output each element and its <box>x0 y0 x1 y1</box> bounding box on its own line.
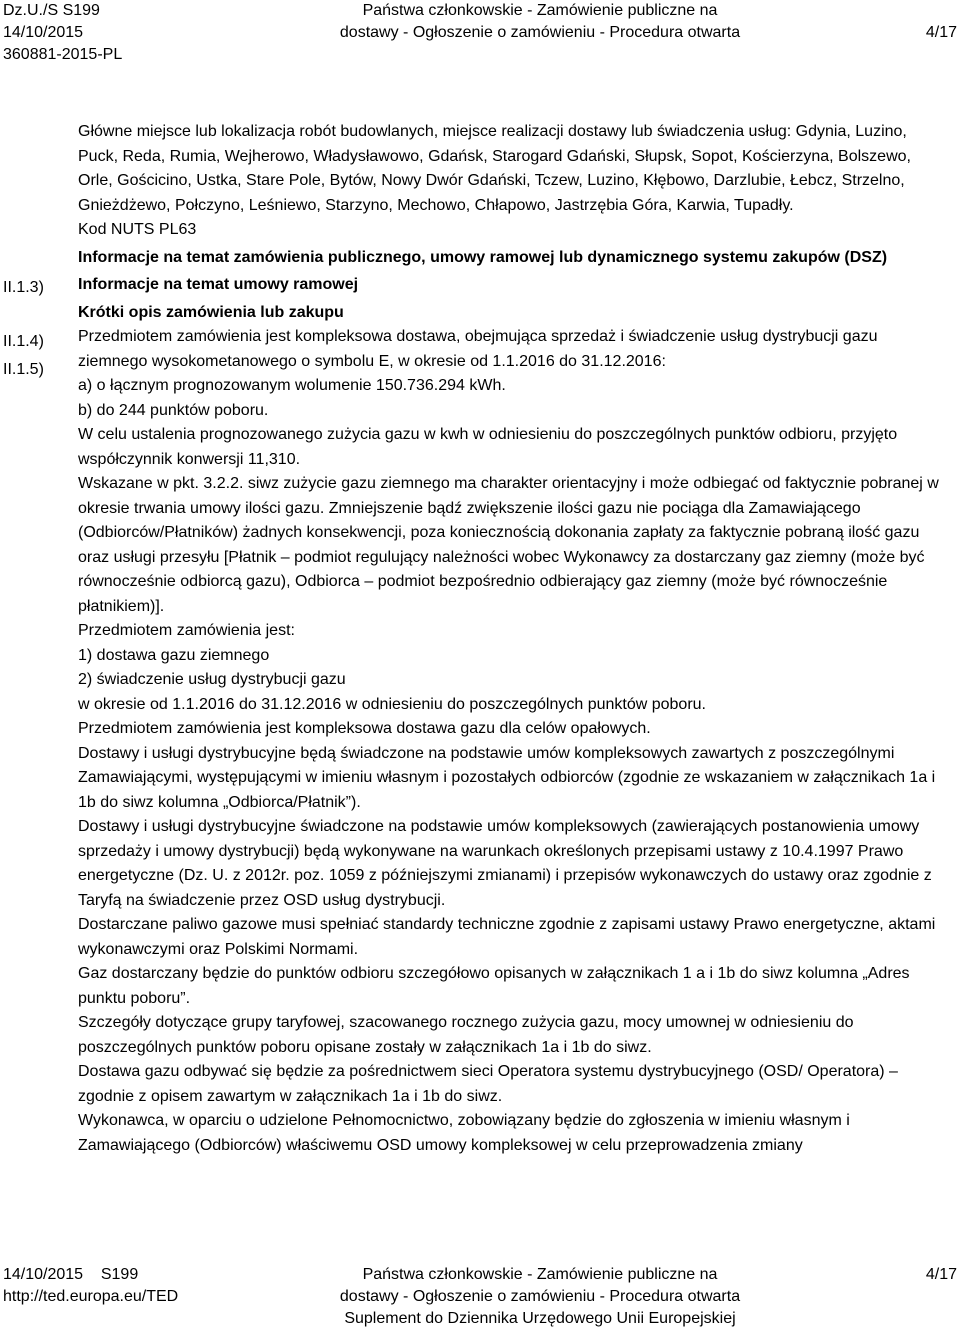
heading-contract-info: Informacje na temat zamówienia publicznego, umowy ramowej lub dynamicznego systemu zakupów (DSZ) <box>78 248 888 266</box>
description-paragraph: Przedmiotem zamówienia jest kompleksowa dostawa, obejmująca sprzedaż i świadczenie usług dystrybucji gazu ziemnego wysokometanowego o symbolu E, w okresie od 1.1.2016 do 31.12.2016: <box>78 328 878 370</box>
section-number-113: II.1.3) <box>3 279 44 296</box>
description-paragraph: Szczegóły dotyczące grupy taryfowej, szacowanego rocznego zużycia gazu, mocy umownej w odniesieniu do poszczególnych punktów poboru opisane zostały w załącznikach 1a i 1b do siwz. <box>78 1014 854 1056</box>
heading-short-description: Krótki opis zamówienia lub zakupu <box>78 303 344 321</box>
description-paragraph: 2) świadczenie usług dystrybucji gazu <box>78 671 346 688</box>
description-paragraph: w okresie od 1.1.2016 do 31.12.2016 w odniesieniu do poszczególnych punktów poboru. <box>78 695 706 713</box>
section-number-114: II.1.4) <box>3 333 44 350</box>
footer-supplement: Suplement do Dziennika Urzędowego Unii Europejskiej <box>344 1310 736 1327</box>
footer-date-issue: 14/10/2015 S199 <box>3 1266 139 1283</box>
description-paragraph: Wskazane w pkt. 3.2.2. siwz zużycie gazu ziemnego ma charakter orientacyjny i może odbiegać od faktycznie pobranej w okresie trwania umowy ilości gazu. Zmniejszenie bądź zwiększenie ilości gazu nie pociąga dla Zamawiającego (Odbiorców/Płatników) żadnych konsekwencji, poza koniecznością dokonania zapłaty za faktycznie pobraną ilość gazu oraz usługi przesyłu [Płatnik – podmiot regulujący należności wobec Wykonawcy za dostarczany gaz ziemny (może być równocześnie odbiorcą gazu), Odbiorca – podmiot bezpośrednio odbierający gaz ziemny (może być równocześnie płatnikiem)]. <box>78 475 939 615</box>
section-number-115: II.1.5) <box>3 361 44 378</box>
header-title-line2: dostawy - Ogłoszenie o zamówieniu - Procedura otwarta <box>339 24 741 41</box>
description-paragraph: Przedmiotem zamówienia jest kompleksowa dostawa gazu dla celów opałowych. <box>78 720 651 737</box>
description-paragraph: b) do 244 punktów poboru. <box>78 401 269 419</box>
description-paragraph: Przedmiotem zamówienia jest: <box>78 622 295 639</box>
description-paragraph: Wykonawca, w oparciu o udzielone Pełnomocnictwo, zobowiązany będzie do zgłoszenia w imieniu własnym i Zamawiającego (Odbiorców) właściwemu OSD umowy kompleksowej w celu przeprowadzenia zmiany <box>78 1112 850 1154</box>
notice-number: 360881-2015-PL <box>3 46 123 63</box>
header-left <box>3 0 122 66</box>
notice-body <box>78 120 948 1158</box>
footer-left <box>3 1264 178 1308</box>
description-paragraph: 1) dostawa gazu ziemnego <box>78 646 270 664</box>
nuts-code: Kod NUTS PL63 <box>78 221 197 238</box>
description-paragraph: Dostarczane paliwo gazowe musi spełniać standardy techniczne zgodnie z zapisami ustawy Prawo energetyczne, aktami wykonawczymi oraz Polskimi Normami. <box>78 916 936 958</box>
description-paragraph: Dostawy i usługi dystrybucyjne świadczone na podstawie umów kompleksowych (zawierających postanowienia umowy sprzedaży i umowy dystrybucji) będą wykonywane na warunkach określonych przepisami ustawy z 10.4.1997 Prawo energetyczne (Dz. U. z 2012r. poz. 1059 z późniejszymi zmianami) i przepisów wykonawczych do ustawy oraz zgodnie z Taryfą na świadczenie przez OSD usług dystrybucji. <box>78 818 932 909</box>
header-date: 14/10/2015 <box>3 24 84 41</box>
header-page-number: 4/17 <box>925 24 957 41</box>
footer-center <box>252 1264 828 1330</box>
heading-framework-info: Informacje na temat umowy ramowej <box>78 276 359 293</box>
header-center <box>252 0 828 44</box>
footer-ted-link[interactable]: http://ted.europa.eu/TED <box>3 1288 179 1305</box>
place-of-performance: Główne miejsce lub lokalizacja robót budowlanych, miejsce realizacji dostawy lub świadczenia usług: Gdynia, Luzino, Puck, Reda, Rumia, Wejherowo, Władysławowo, Gdańsk, Starogard Gdański, Słupsk, Sopot, Kościerzyna, Bolszewo, Orle, Gościcino, Ustka, Stare Pole, Bytów, Nowy Dwór Gdański, Tczew, Luzino, Kłębowo, Darzlubie, Łebcz, Strzelno, Gnieżdżewo, Połczyno, Leśniewo, Starzyno, Mechowo, Chłapowo, Jastrzębia Góra, Karwia, Tupadły. <box>78 123 911 214</box>
description-paragraph: a) o łącznym prognozowanym wolumenie 150.736.294 kWh. <box>78 377 506 394</box>
description-paragraph: Dostawa gazu odbywać się będzie za pośrednictwem sieci Operatora systemu dystrybucyjnego (OSD/ Operatora) – zgodnie z opisem zawartym w załącznikach 1a i 1b do siwz. <box>78 1063 898 1105</box>
description-paragraph: Gaz dostarczany będzie do punktów odbioru szczegółowo opisanych w załącznikach 1 a i 1b do siwz kolumna „Adres punktu poboru”. <box>78 965 910 1007</box>
footer-title-line2: dostawy - Ogłoszenie o zamówieniu - Procedura otwarta <box>339 1288 741 1305</box>
journal-ref: Dz.U./S S199 <box>3 2 100 19</box>
footer-page-number: 4/17 <box>925 1266 957 1283</box>
description-paragraph: W celu ustalenia prognozowanego zużycia gazu w kwh w odniesieniu do poszczególnych punktów odbioru, przyjęto współczynnik konwersji 11,310. <box>78 426 898 468</box>
header-title-line1: Państwa członkowskie - Zamówienie publiczne na <box>362 2 718 19</box>
description-paragraph: Dostawy i usługi dystrybucyjne będą świadczone na podstawie umów kompleksowych zawartych z poszczególnymi Zamawiającymi, występującymi w imieniu własnym i pozostałych odbiorców (zgodnie ze wskazaniem w załącznikach 1a i 1b do siwz kolumna „Odbiorca/Płatnik”). <box>78 744 936 811</box>
footer-title-line1: Państwa członkowskie - Zamówienie publiczne na <box>362 1266 718 1283</box>
